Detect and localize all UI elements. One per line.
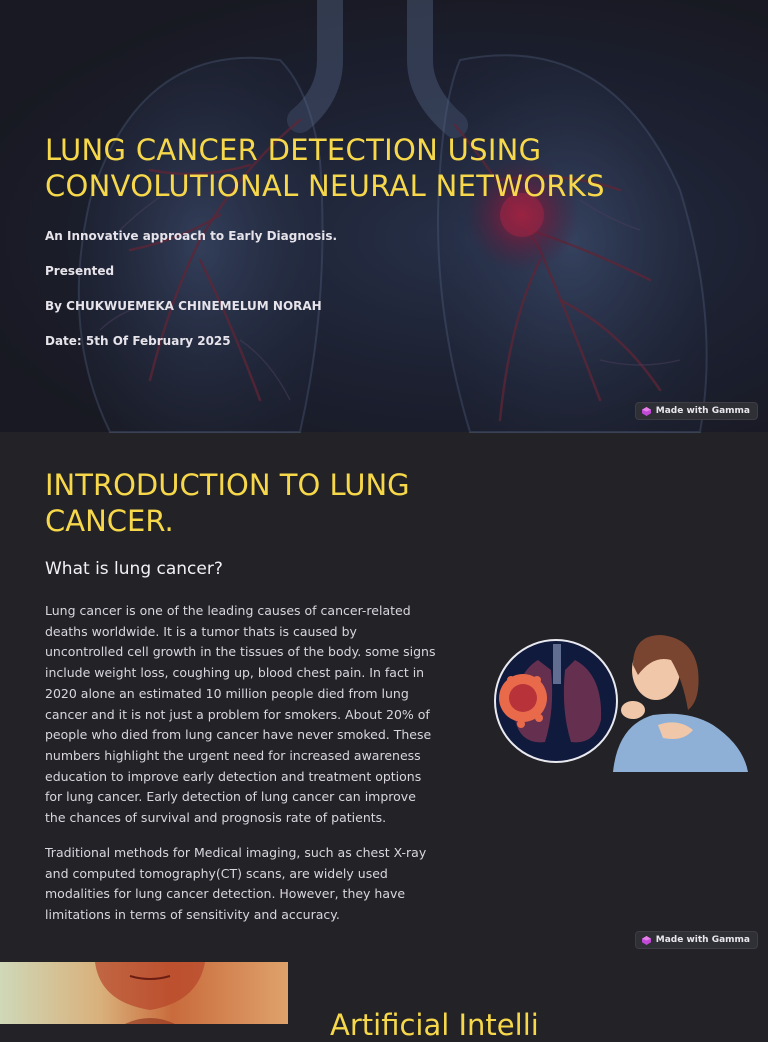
coughing-woman-lung-illustration [493, 630, 753, 772]
methods-paragraph: Traditional methods for Medical imaging, such as chest X-ray and computed tomography(CT) scans, are widely used modalities for lung cancer detection. However, they have limitations in terms of sensitivity and accuracy. [45, 845, 427, 923]
made-with-gamma-badge[interactable] [635, 402, 758, 420]
date-line: Date: 5th Of February 2025 [45, 334, 231, 348]
gamma-logo-icon [642, 407, 651, 416]
title-slide [0, 0, 768, 432]
section-title: INTRODUCTION TO LUNG CANCER. [45, 468, 410, 538]
badge-label: Made with Gamma [655, 406, 750, 416]
lungs-background-image [0, 0, 768, 432]
intro-paragraph: Lung cancer is one of the leading causes of cancer-related deaths worldwide. It is a tumor thats is caused by uncontrolled cell growth in the tissues of the body. some signs include weight loss, coughing up, blood chest pain. In fact in 2020 alone an estimated 10 million people died from lung cancer and it is not just a problem for smokers. About 20% of people who died from lung cancer have never smoked. These numbers highlight the urgent need for increased awareness education to improve early detection and treatment options for lung cancer. Early detection of lung cancer can improve the chances of survival and prognosis rate of patients. [45, 603, 436, 826]
presented-label: Presented [45, 264, 115, 278]
ai-slide-partial [0, 962, 768, 1042]
section-subtitle: What is lung cancer? [45, 559, 223, 579]
made-with-gamma-badge-2[interactable] [635, 931, 758, 949]
gamma-logo-icon [642, 936, 651, 945]
introduction-slide [0, 433, 768, 960]
person-photo [0, 962, 288, 1024]
ai-section-title: Artificial Intelli [330, 1008, 539, 1042]
author-line: By CHUKWUEMEKA CHINEMELUM NORAH [45, 299, 322, 313]
tagline: An Innovative approach to Early Diagnosis. [45, 229, 338, 243]
slide-title: LUNG CANCER DETECTION USING CONVOLUTIONAL NEURAL NETWORKS [45, 133, 605, 203]
badge-label: Made with Gamma [655, 935, 750, 945]
